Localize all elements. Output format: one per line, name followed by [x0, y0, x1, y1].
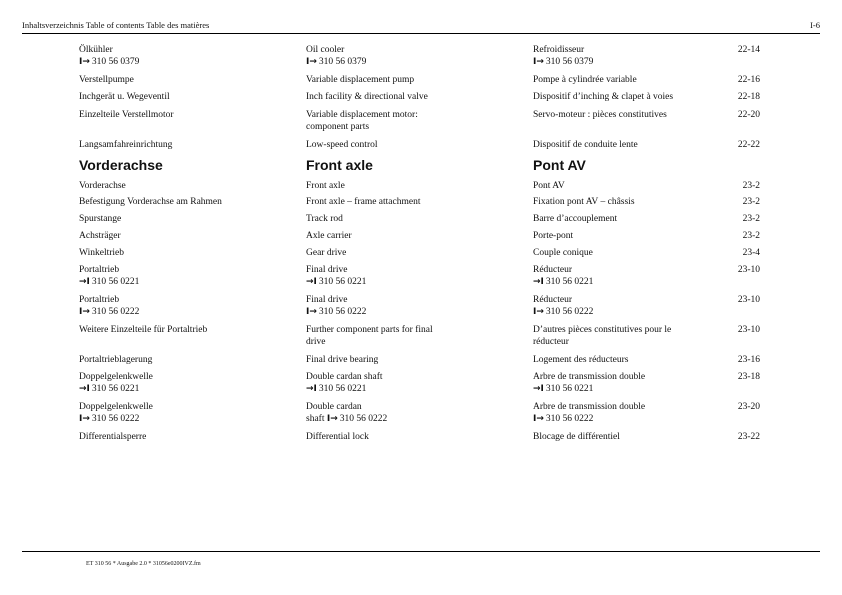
page-number: 23-4 [742, 248, 760, 258]
entry-en [306, 294, 506, 318]
page-number: 23-2 [742, 181, 760, 191]
entry-de [79, 74, 289, 86]
entry-en [306, 213, 506, 225]
reference-arrow-icon: →I [533, 277, 544, 287]
entry-fr-text: Dispositif de conduite lente [533, 140, 638, 150]
page-number: 23-10 [737, 325, 760, 335]
entry-fr [533, 324, 713, 348]
entry-en-text: Front axle [306, 157, 373, 173]
reference-number: 310 56 0222 [318, 307, 367, 317]
entry-fr [533, 213, 713, 225]
reference-line [306, 383, 506, 395]
entry-de-text: Langsamfahreinrichtung [79, 140, 173, 150]
entry-fr [533, 354, 713, 366]
reference-line [306, 413, 506, 425]
reference-arrow-icon: I→ [79, 414, 90, 424]
entry-de-text: Achsträger [79, 231, 121, 241]
entry-fr-text: Dispositif d’inching & clapet à voies [533, 92, 674, 102]
entry-de [79, 294, 289, 318]
entry-en-text: Final drive [306, 265, 348, 275]
reference-arrow-icon: I→ [306, 57, 317, 67]
entry-fr [533, 109, 713, 121]
entry-de-text: Befestigung Vorderachse am Rahmen [79, 197, 222, 207]
reference-line [79, 413, 289, 425]
reference-number: 310 56 0379 [318, 57, 367, 67]
entry-en-text: Final drive [306, 295, 348, 305]
reference-number: 310 56 0379 [545, 57, 594, 67]
reference-number: 310 56 0221 [545, 277, 594, 287]
entry-de-text: Inchgerät u. Wegeventil [79, 92, 170, 102]
reference-number: 310 56 0221 [91, 384, 140, 394]
entry-en [306, 109, 506, 133]
page-header [22, 19, 820, 34]
reference-arrow-icon: I→ [79, 307, 90, 317]
entry-de [79, 371, 289, 395]
entry-de [79, 431, 289, 443]
entry-en-text: Track rod [306, 214, 343, 224]
entry-en-text: Further component parts for final [306, 325, 433, 335]
entry-de [79, 264, 289, 288]
entry-fr-text: Fixation pont AV – châssis [533, 197, 635, 207]
entry-fr-text-line2: réducteur [533, 337, 569, 347]
reference-number: 310 56 0222 [91, 414, 140, 424]
entry-de-text: Weitere Einzelteile für Portaltrieb [79, 325, 208, 335]
entry-fr [533, 91, 713, 103]
entry-en [306, 264, 506, 288]
entry-de [79, 247, 289, 259]
entry-fr [533, 230, 713, 242]
entry-fr-text: Refroidisseur [533, 45, 585, 55]
entry-de-text: Portaltrieb [79, 295, 120, 305]
entry-en-text: Variable displacement motor: [306, 110, 418, 120]
reference-line [79, 383, 289, 395]
entry-en [306, 230, 506, 242]
entry-en-text: Differential lock [306, 432, 369, 442]
entry-de [79, 230, 289, 242]
page-number: 22-14 [737, 45, 760, 55]
reference-line [306, 56, 506, 68]
entry-fr [533, 139, 713, 151]
page-number: 22-18 [737, 92, 760, 102]
entry-de-text: Ölkühler [79, 45, 113, 55]
page-number: 23-20 [737, 402, 760, 412]
entry-en-text: Low-speed control [306, 140, 378, 150]
entry-fr-text: Arbre de transmission double [533, 402, 646, 412]
entry-en [306, 371, 506, 395]
entry-fr-text: Réducteur [533, 265, 573, 275]
entry-fr-text: Pont AV [533, 181, 565, 191]
entry-de-text: Spurstange [79, 214, 122, 224]
page-number: 22-22 [737, 140, 760, 150]
footer-divider [22, 551, 820, 552]
entry-de [79, 91, 289, 103]
entry-en [306, 401, 506, 425]
entry-en [306, 157, 506, 173]
entry-de [79, 354, 289, 366]
reference-number: 310 56 0221 [318, 384, 367, 394]
reference-line [306, 276, 506, 288]
reference-line [79, 276, 289, 288]
reference-arrow-icon: →I [306, 277, 317, 287]
page-number: 23-2 [742, 231, 760, 241]
reference-number: 310 56 0222 [91, 307, 140, 317]
reference-line [79, 56, 289, 68]
page-number: 22-16 [737, 75, 760, 85]
entry-en-text-line2: drive [306, 337, 326, 347]
page-number: 23-2 [742, 214, 760, 224]
entry-de [79, 180, 289, 192]
reference-number: 310 56 0221 [318, 277, 367, 287]
entry-fr-text: Arbre de transmission double [533, 372, 646, 382]
entry-fr [533, 157, 713, 173]
entry-de-text: Winkeltrieb [79, 248, 124, 258]
entry-en-text: Front axle – frame attachment [306, 197, 421, 207]
entry-de [79, 44, 289, 68]
entry-en-text: Gear drive [306, 248, 347, 258]
header-page-number: I-6 [810, 20, 820, 30]
entry-en [306, 91, 506, 103]
entry-fr-text: Porte-pont [533, 231, 574, 241]
entry-fr-text: D’autres pièces constitutives pour le [533, 325, 672, 335]
reference-arrow-icon: I→ [326, 414, 338, 424]
reference-number: 310 56 0222 [545, 307, 594, 317]
entry-de [79, 401, 289, 425]
entry-en [306, 431, 506, 443]
entry-fr-text: Pompe à cylindrée variable [533, 75, 637, 85]
entry-en-text-line2: component parts [306, 122, 370, 132]
entry-fr [533, 431, 713, 443]
entry-en [306, 44, 506, 68]
entry-fr [533, 247, 713, 259]
entry-fr [533, 196, 713, 208]
reference-line [533, 383, 713, 395]
entry-fr [533, 74, 713, 86]
entry-en-text: Front axle [306, 181, 345, 191]
entry-de [79, 213, 289, 225]
reference-arrow-icon: I→ [306, 307, 317, 317]
reference-line [533, 276, 713, 288]
entry-en-shaft: shaft [306, 414, 327, 424]
page-number: 23-10 [737, 295, 760, 305]
entry-de-text: Vorderachse [79, 157, 163, 173]
entry-fr [533, 401, 713, 425]
entry-de-text: Einzelteile Verstellmotor [79, 110, 174, 120]
entry-de-text: Doppelgelenkwelle [79, 402, 153, 412]
entry-de-text: Doppelgelenkwelle [79, 372, 153, 382]
reference-number: 310 56 0221 [91, 277, 140, 287]
entry-de [79, 324, 289, 336]
reference-arrow-icon: I→ [533, 414, 544, 424]
reference-arrow-icon: →I [79, 384, 90, 394]
footer-text: ET 310 56 * Ausgabe 2.0 * 31056e0200IVZ.fm [86, 561, 201, 567]
page-number: 23-22 [737, 432, 760, 442]
entry-de [79, 139, 289, 151]
reference-line [533, 56, 713, 68]
reference-line [533, 413, 713, 425]
entry-fr-text: Couple conique [533, 248, 593, 258]
entry-en-text: Final drive bearing [306, 355, 379, 365]
entry-fr-text: Réducteur [533, 295, 573, 305]
entry-de [79, 196, 289, 208]
entry-fr-text: Logement des réducteurs [533, 355, 629, 365]
entry-fr-text: Servo-moteur : pièces constitutives [533, 110, 667, 120]
entry-de [79, 109, 289, 121]
entry-de-text: Portaltrieblagerung [79, 355, 153, 365]
entry-en [306, 74, 506, 86]
page-number: 22-20 [737, 110, 760, 120]
page-number: 23-18 [737, 372, 760, 382]
reference-line [79, 306, 289, 318]
entry-fr [533, 44, 713, 68]
reference-number: 310 56 0221 [545, 384, 594, 394]
reference-arrow-icon: →I [306, 384, 317, 394]
entry-fr [533, 371, 713, 395]
entry-de-text: Differentialsperre [79, 432, 147, 442]
reference-arrow-icon: →I [533, 384, 544, 394]
page-number: 23-16 [737, 355, 760, 365]
header-title: Inhaltsverzeichnis Table of contents Table des matières [22, 20, 210, 30]
entry-fr [533, 264, 713, 288]
reference-arrow-icon: →I [79, 277, 90, 287]
reference-arrow-icon: I→ [533, 57, 544, 67]
entry-en [306, 324, 506, 348]
reference-arrow-icon: I→ [79, 57, 90, 67]
entry-fr-text: Barre d’accouplement [533, 214, 618, 224]
entry-en [306, 180, 506, 192]
page-number: 23-10 [737, 265, 760, 275]
entry-en [306, 196, 506, 208]
entry-fr-text: Pont AV [533, 157, 586, 173]
entry-en [306, 139, 506, 151]
entry-en-text: Inch facility & directional valve [306, 92, 428, 102]
reference-number: 310 56 0379 [91, 57, 140, 67]
entry-en-text: Variable displacement pump [306, 75, 415, 85]
entry-de-text: Verstellpumpe [79, 75, 134, 85]
reference-line [306, 306, 506, 318]
entry-en-text: Oil cooler [306, 45, 345, 55]
reference-number: 310 56 0222 [339, 414, 388, 424]
entry-en [306, 354, 506, 366]
entry-en-text: Double cardan shaft [306, 372, 383, 382]
entry-en-text: Axle carrier [306, 231, 352, 241]
entry-de [79, 157, 289, 173]
reference-number: 310 56 0222 [545, 414, 594, 424]
entry-en-text: Double cardan [306, 402, 362, 412]
entry-en [306, 247, 506, 259]
entry-fr [533, 294, 713, 318]
reference-line [533, 306, 713, 318]
entry-fr-text: Blocage de différentiel [533, 432, 620, 442]
entry-de-text: Portaltrieb [79, 265, 120, 275]
page-number: 23-2 [742, 197, 760, 207]
entry-fr [533, 180, 713, 192]
reference-arrow-icon: I→ [533, 307, 544, 317]
entry-de-text: Vorderachse [79, 181, 126, 191]
